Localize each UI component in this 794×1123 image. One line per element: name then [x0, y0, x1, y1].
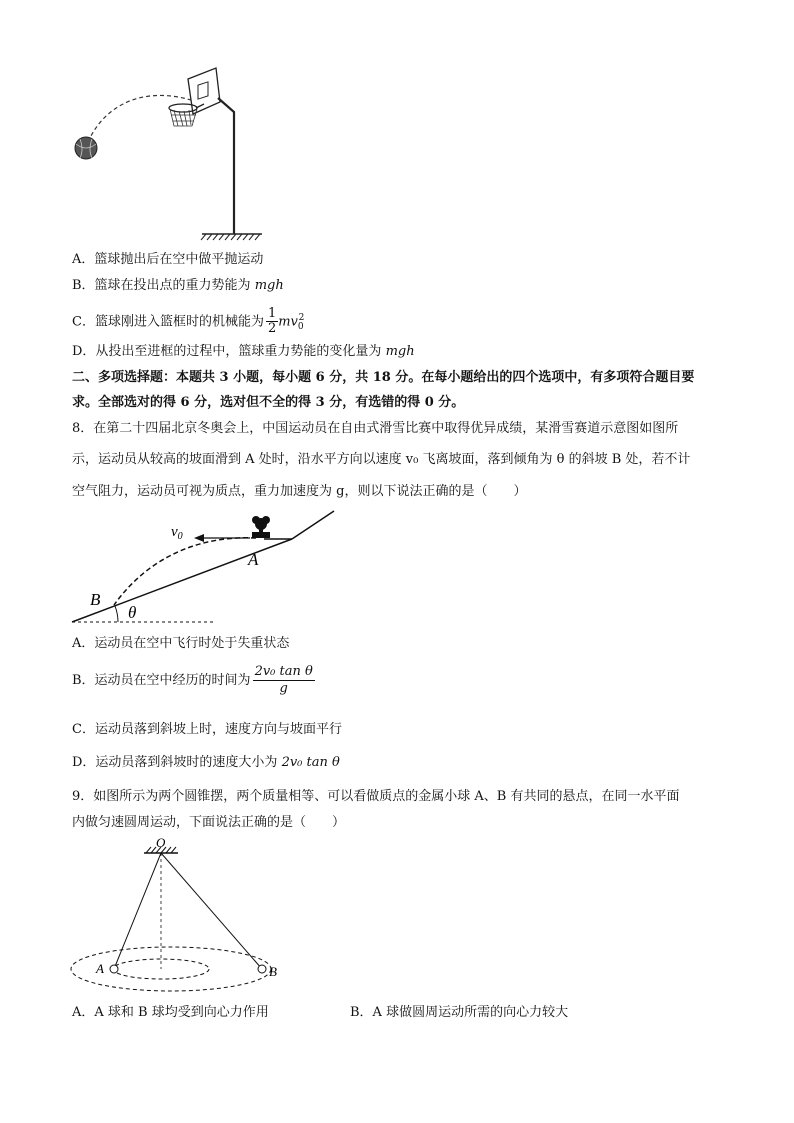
fraction-time: $\frac{\text{2v₀ tan θ}}{g}$ — [254, 664, 313, 696]
q9-option-a: A．A 球和 B 球均受到向心力作用 — [72, 1005, 269, 1020]
q8-stem-line3: 空气阻力，运动员可视为质点，重力加速度为 g，则以下说法正确的是（ ） — [72, 484, 527, 499]
v0-label: $v_0$ — [171, 524, 183, 542]
q8-option-a: A．运动员在空中飞行时处于失重状态 — [72, 636, 290, 651]
q8-option-c: C．运动员落到斜坡上时，速度方向与坡面平行 — [72, 722, 342, 737]
q8-stem-line2: 示，运动员从较高的坡面滑到 A 处时，沿水平方向以速度 v₀ 飞离坡面，落到倾角为 θ 的斜坡 B 处，若不计 — [72, 452, 691, 467]
ball-b-label: B — [269, 964, 277, 979]
basketball-figure — [66, 62, 276, 244]
q8-option-d: D．运动员落到斜坡时的速度大小为 2v₀ tan θ — [72, 755, 340, 770]
point-b-label: B — [90, 590, 101, 609]
fraction-half: $\frac{1}{2}$ — [267, 306, 277, 337]
q9-stem-line1: 9．如图所示为两个圆锥摆，两个质量相等、可以看做质点的金属小球 A、B 有共同的悬点，在同一水平面 — [72, 789, 680, 804]
q7-option-d: D．从投出至进框的过程中，篮球重力势能的变化量为 mgh — [72, 344, 415, 359]
theta-label: θ — [128, 603, 137, 622]
q9-option-b: B．A 球做圆周运动所需的向心力较大 — [350, 1005, 569, 1020]
q8-option-b: B．运动员在空中经历的时间为 $\frac{\text{2v₀ tan θ}}{g}$ — [72, 664, 313, 696]
conical-pendulum-figure — [66, 835, 316, 995]
point-a-label: A — [248, 550, 259, 569]
point-o-label: O — [156, 835, 166, 850]
section2-heading-line1: 二、多项选择题：本题共 3 小题，每小题 6 分，共 18 分。在每小题给出的四个选项中，有多项符合题目要 — [72, 370, 695, 385]
q7-option-c: C．篮球刚进入篮框时的机械能为 $\frac{1}{2}$ $mv_0^2$ — [72, 306, 305, 337]
q9-stem-line2: 内做匀速圆周运动，下面说法正确的是（ ） — [72, 815, 346, 830]
q7-option-b: B．篮球在投出点的重力势能为 mgh — [72, 278, 284, 293]
q7-option-a: A．篮球抛出后在空中做平抛运动 — [72, 252, 264, 267]
ski-slope-figure — [66, 505, 346, 630]
section2-heading-line2: 求。全部选对的得 6 分，选对但不全的得 3 分，有选错的得 0 分。 — [72, 395, 465, 410]
q8-stem-line1: 8．在第二十四届北京冬奥会上，中国运动员在自由式滑雪比赛中取得优异成绩，某滑雪赛道示意图如图所 — [72, 421, 679, 436]
ball-a-label: A — [96, 961, 104, 976]
